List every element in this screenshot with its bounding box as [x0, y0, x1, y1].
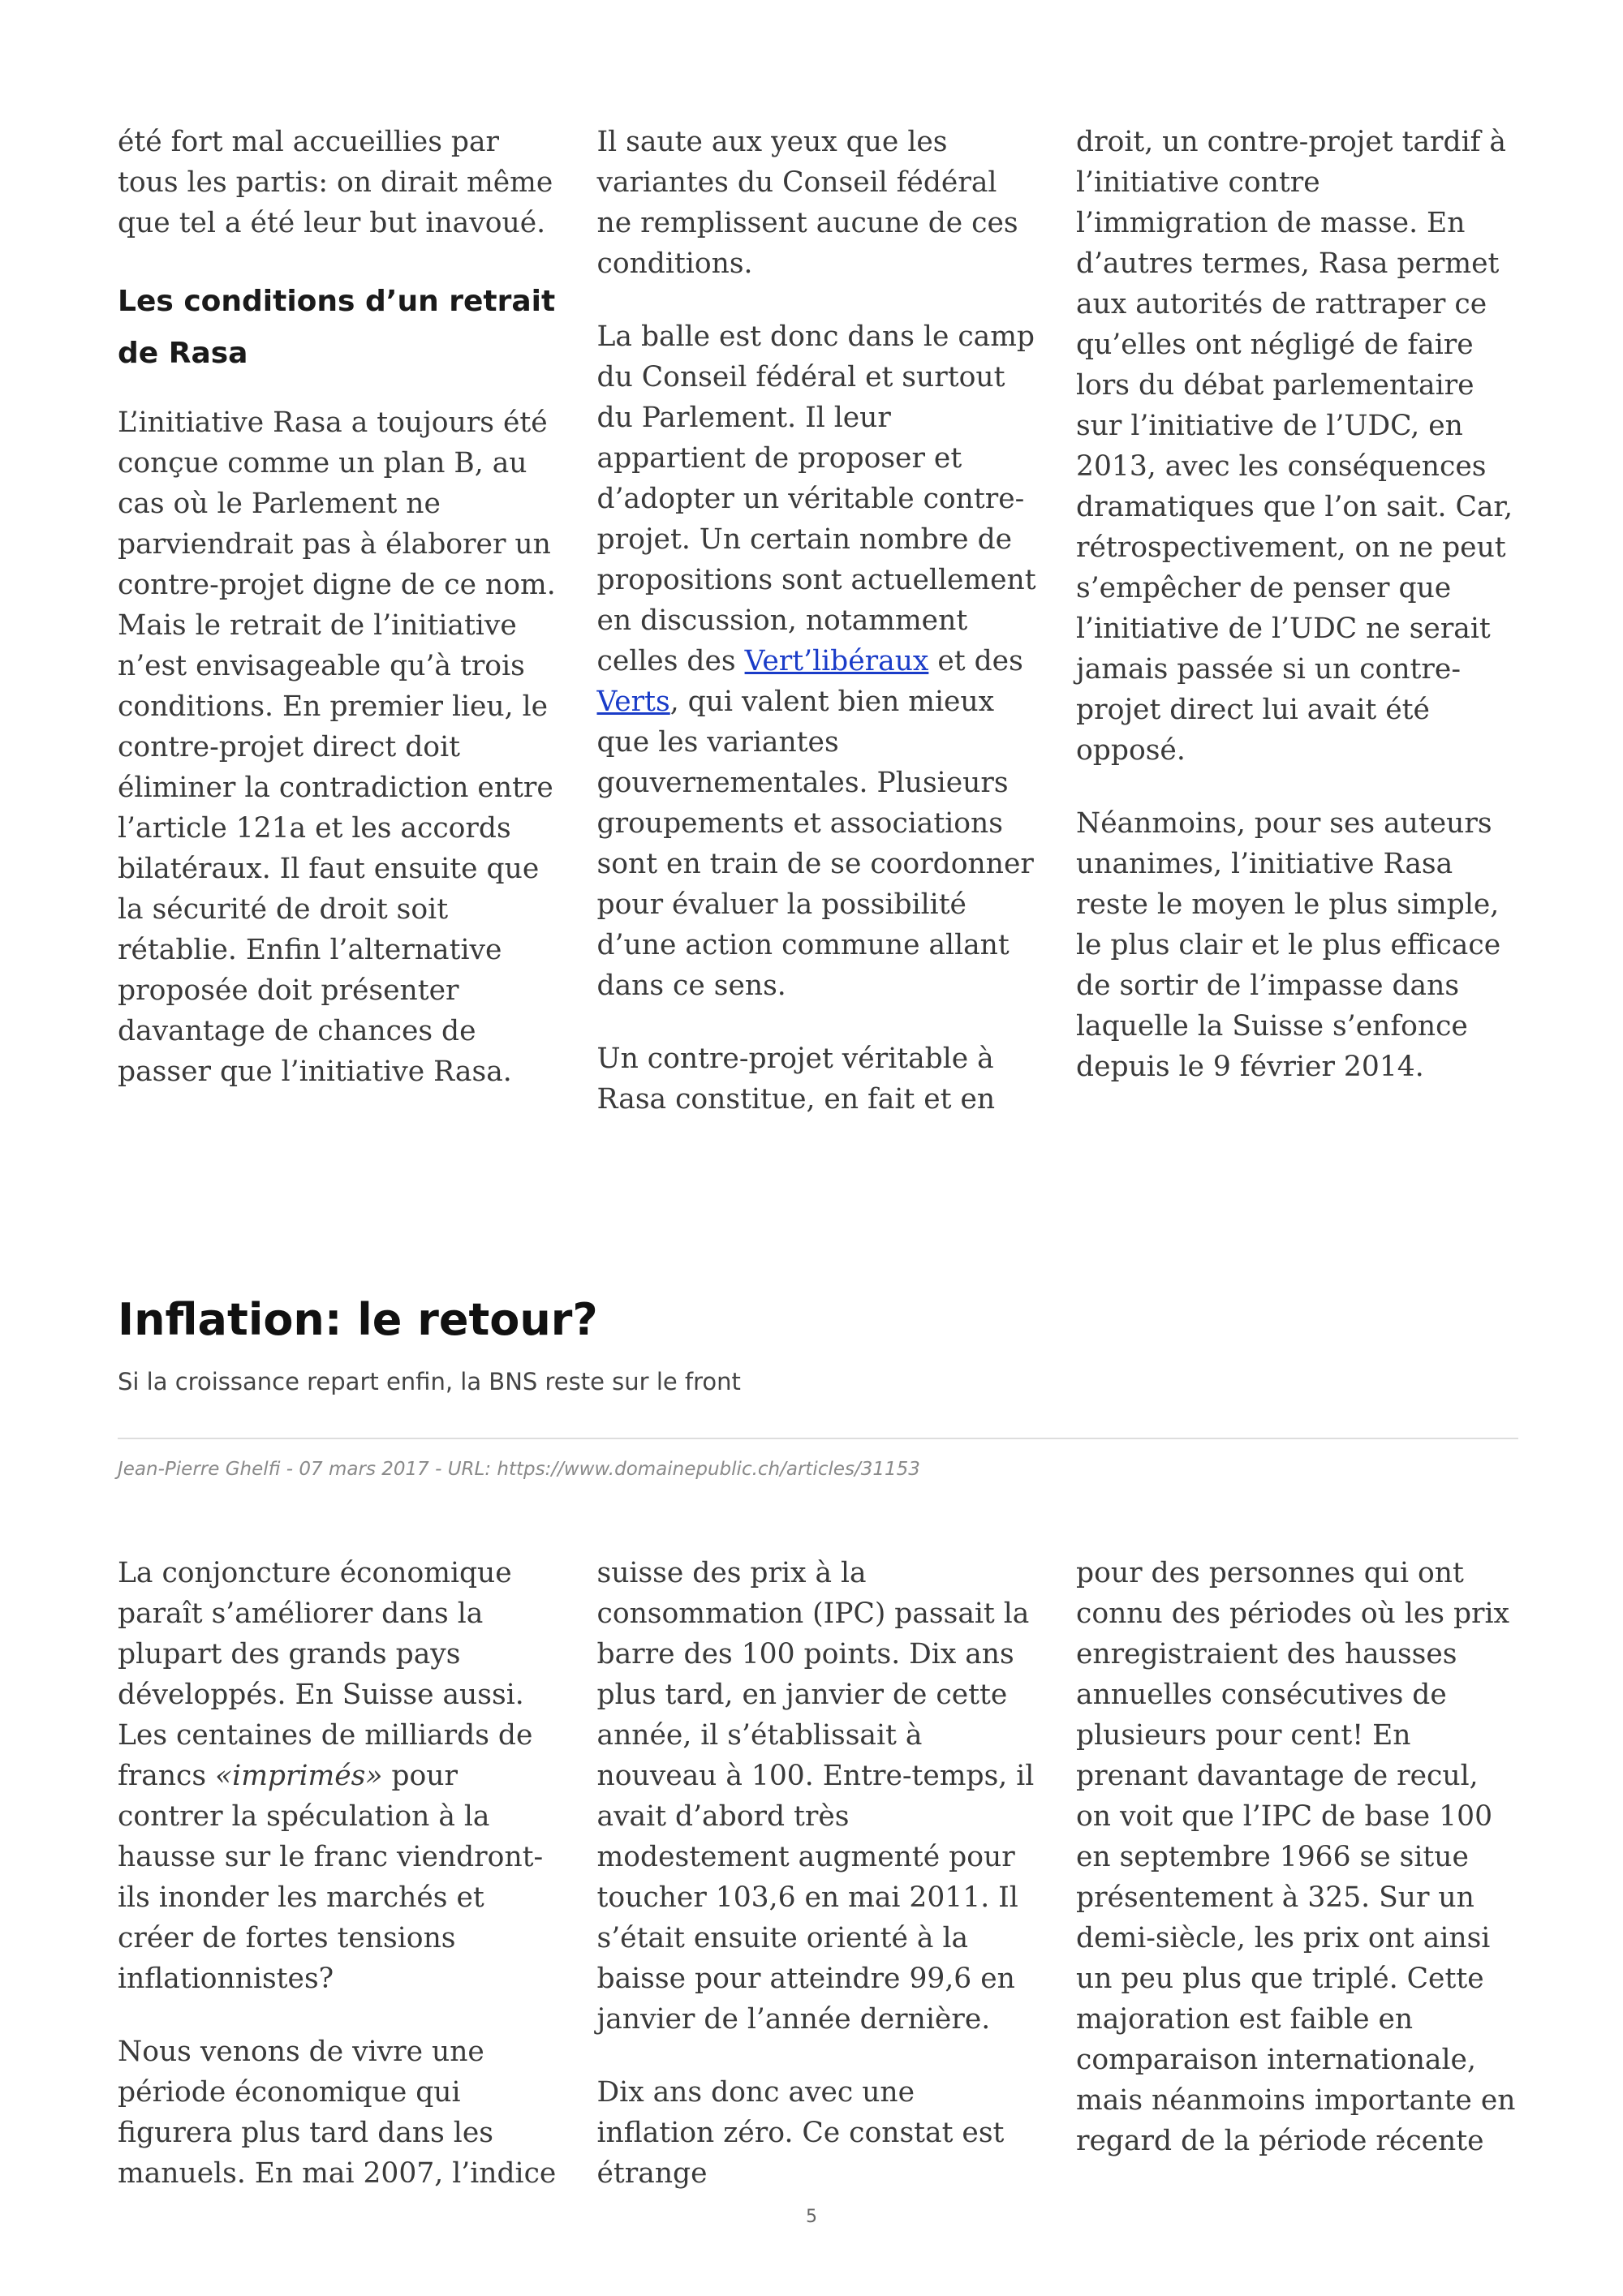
text-segment: et des: [928, 645, 1023, 677]
article-byline: Jean-Pierre Ghelfi - 07 mars 2017 - URL: https://www.domainepublic.ch/articles/31153: [118, 1459, 920, 1480]
article1-columns: [118, 122, 1518, 1120]
paragraph: L’initiative Rasa a toujours été conçue comme un plan B, au cas où le Parlement ne parviendrait pas à élaborer un contre-projet digne de ce nom. Mais le retrait de l’initiative n’est envisageable qu’à trois conditions. En premier lieu, le contre-projet direct doit éliminer la contradiction entre l’article 121a et les accords bilatéraux. Il faut ensuite que la sécurité de droit soit rétablie. Enfin l’alternative proposée doit présenter davantage de chances de passer que l’initiative Rasa.: [118, 406, 556, 1088]
text-segment: pour contrer la spéculation à la hausse sur le franc viendront-ils inonder les marchés et créer de fortes tensions inflationnistes?: [118, 1760, 544, 1995]
link-verts[interactable]: Verts: [596, 686, 670, 718]
text-segment: , qui valent bien mieux que les variantes gouvernementales. Plusieurs groupements et associations sont en train de se coordonner pour évaluer la possibilité d’une action commune allant dans ce sens.: [596, 686, 1034, 1002]
article-title: Inflation: le retour?: [118, 1294, 598, 1345]
page-number: 5: [806, 2207, 817, 2227]
paragraph: Néanmoins, pour ses auteurs unanimes, l’initiative Rasa reste le moyen le plus simple, le plus clair et le plus efficace de sortir de l’impasse dans laquelle la Suisse s’enfonce depuis le 9 février 2014.: [1076, 807, 1501, 1083]
text-segment: La balle est donc dans le camp du Conseil fédéral et surtout du Parlement. Il leur appartient de proposer et d’adopter un véritable contre-projet. Un certain nombre de propositions sont actuellement en discussion, notamment celles des: [596, 320, 1036, 677]
paragraph: droit, un contre-projet tardif à l’initiative contre l’immigration de masse. En d’autres termes, Rasa permet aux autorités de rattraper ce qu’elles ont négligé de faire lors du débat parlementaire sur l’initiative de l’UDC, en 2013, avec les conséquences dramatiques que l’on sait. Car, rétrospectivement, on ne peut s’empêcher de penser que l’initiative de l’UDC ne serait jamais passée si un contre-projet direct lui avait été opposé.: [1076, 126, 1513, 767]
text-segment: La conjoncture économique paraît s’améliorer dans la plupart des grands pays développés. En Suisse aussi. Les centaines de milliards de francs: [118, 1557, 533, 1792]
divider: [118, 1438, 1518, 1439]
article1-column-2: [597, 122, 1040, 1120]
article2-column-3: [1076, 1553, 1518, 2194]
article2-column-1: [118, 1553, 560, 2194]
link-vert-liberaux[interactable]: Vert’libéraux: [744, 645, 929, 677]
paragraph: [118, 1553, 560, 1999]
article1-column-1: [118, 122, 560, 1120]
paragraph: Nous venons de vivre une période économique qui figurera plus tard dans les manuels. En mai 2007, l’indice: [118, 2036, 557, 2190]
article1-column-3: [1076, 122, 1518, 1120]
paragraph: suisse des prix à la consommation (IPC) passait la barre des 100 points. Dix ans plus tard, en janvier de cette année, il s’établissait à nouveau à 100. Entre-temps, il avait d’abord très modestement augmenté pour toucher 103,6 en mai 2011. Il s’était ensuite orienté à la baisse pour atteindre 99,6 en janvier de l’année dernière.: [596, 1557, 1035, 2036]
article2-column-2: [597, 1553, 1040, 2194]
article2-columns: [118, 1553, 1518, 2194]
paragraph: Dix ans donc avec une inflation zéro. Ce constat est étrange: [596, 2076, 1005, 2190]
paragraph: été fort mal accueillies par tous les partis: on dirait même que tel a été leur but inavoué.: [118, 126, 553, 239]
paragraph-with-links: [597, 316, 1040, 1006]
paragraph: pour des personnes qui ont connu des périodes où les prix enregistraient des hausses annuelles consécutives de plusieurs pour cent! En prenant davantage de recul, on voit que l’IPC de base 100 en septembre 1966 se situe présentement à 325. Sur un demi-siècle, les prix ont ainsi un peu plus que triplé. Cette majoration est faible en comparaison internationale, mais néanmoins importante en regard de la période récente: [1076, 1557, 1516, 2157]
paragraph: Il saute aux yeux que les variantes du Conseil fédéral ne remplissent aucune de ces conditions.: [596, 126, 1018, 280]
section-subheading: Les conditions d’un retrait de Rasa: [118, 285, 556, 370]
article-subtitle: Si la croissance repart enfin, la BNS reste sur le front: [118, 1368, 741, 1395]
emphasis: «imprimés»: [215, 1760, 383, 1792]
paragraph: Un contre-projet véritable à Rasa constitue, en fait et en: [596, 1043, 996, 1116]
